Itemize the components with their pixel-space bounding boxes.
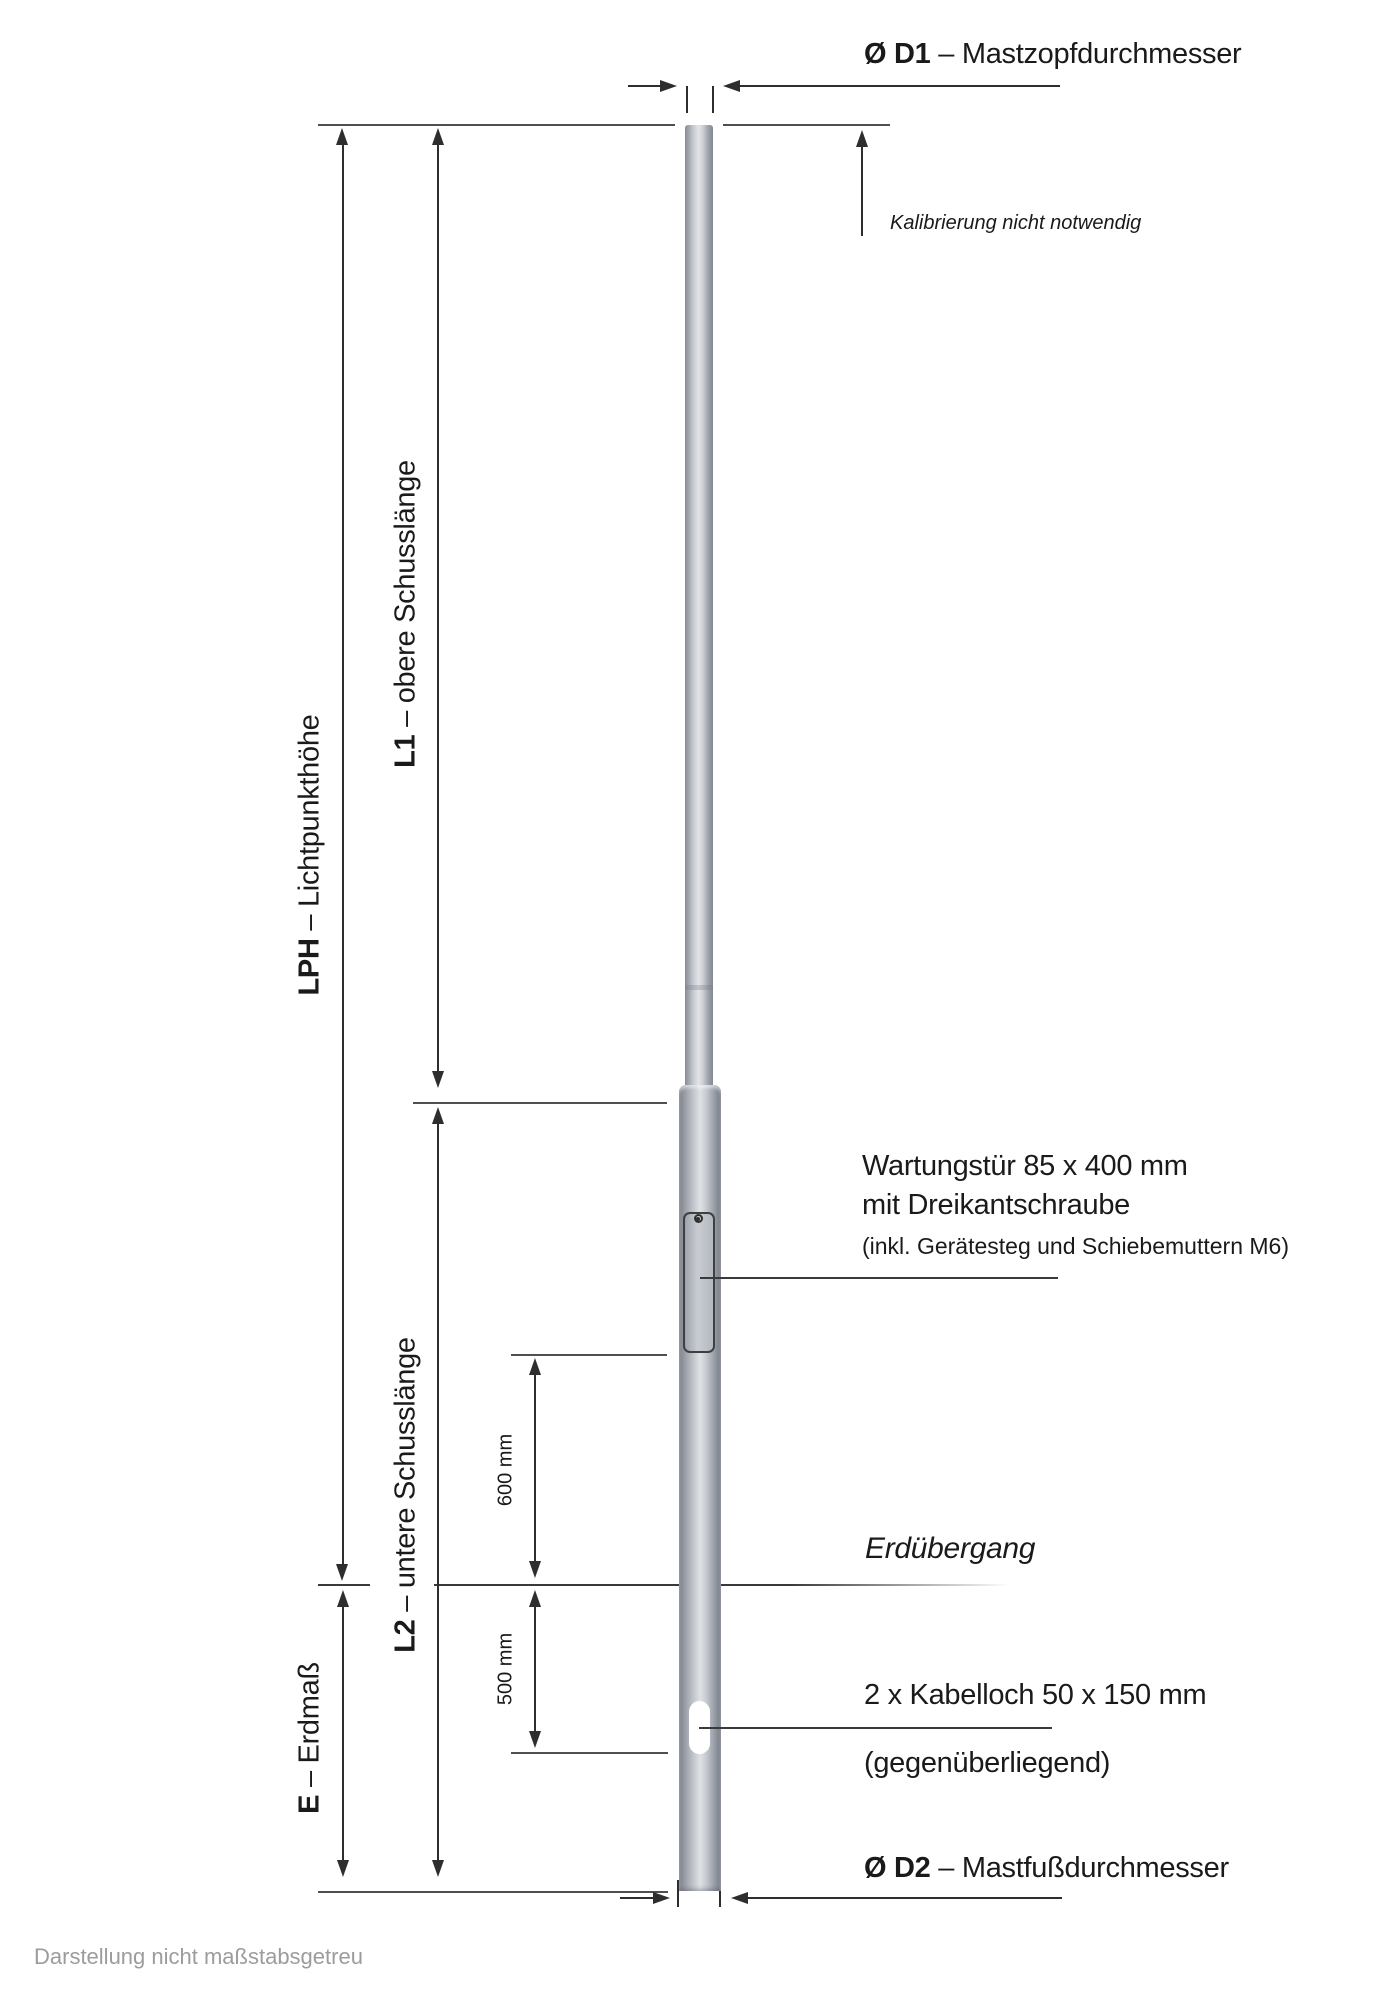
dim500-dimension-line <box>534 1606 536 1732</box>
l2-label-text: – untere Schusslänge <box>389 1337 422 1620</box>
door-bottom-extension-line <box>511 1354 667 1356</box>
d2-title <box>864 1852 1229 1885</box>
l2-arrowhead-top <box>432 1107 444 1124</box>
d2-arrow-left-line <box>620 1897 655 1899</box>
l2-label-code: L2 <box>389 1619 422 1653</box>
maintenance-door-leader-line <box>700 1277 1058 1279</box>
mast-upper-section <box>685 125 713 1085</box>
dim500-arrowhead-top <box>529 1590 541 1607</box>
lph-label-code: LPH <box>293 938 326 996</box>
maintenance-door <box>683 1212 715 1353</box>
l1-arrowhead-bottom <box>432 1071 444 1088</box>
d1-arrowhead-right <box>723 80 740 92</box>
wartungstuer-note-line3: (inkl. Gerätesteg und Schiebemuttern M6) <box>862 1233 1289 1259</box>
joint-extension-line <box>413 1102 667 1104</box>
kabelloch-note-line1: 2 x Kabelloch 50 x 150 mm <box>864 1679 1207 1711</box>
e-arrowhead-bottom <box>337 1860 349 1877</box>
lph-label <box>294 715 327 996</box>
l1-dimension-line <box>437 143 439 1072</box>
d2-title-text: – Mastfußdurchmesser <box>930 1852 1229 1884</box>
d2-arrowhead-left <box>653 1892 670 1904</box>
d2-title-code: Ø D2 <box>864 1852 931 1884</box>
erduebergang-label: Erdübergang <box>865 1532 1036 1565</box>
kabelloch-note-line2: (gegenüberliegend) <box>864 1747 1111 1779</box>
l1-label-code: L1 <box>389 734 422 768</box>
l1-label <box>390 460 423 768</box>
e-label-code: E <box>293 1794 326 1814</box>
kalibrierung-arrow-line <box>861 146 863 236</box>
d1-title-text: – Mastzopfdurchmesser <box>930 38 1242 70</box>
cable-hole-extension-line <box>511 1752 668 1754</box>
cable-hole-leader-line <box>699 1727 1052 1729</box>
e-label-text: – Erdmaß <box>293 1662 326 1795</box>
kalibrierung-arrowhead <box>856 130 868 147</box>
d1-title-code: Ø D1 <box>864 38 931 70</box>
l2-dimension-line <box>437 1123 439 1861</box>
l2-label <box>390 1337 423 1653</box>
l1-label-text: – obere Schusslänge <box>389 460 422 735</box>
wartungstuer-note-line1: Wartungstür 85 x 400 mm <box>862 1150 1188 1182</box>
e-label <box>294 1662 327 1814</box>
lph-label-text: – Lichtpunkthöhe <box>293 714 326 939</box>
d1-arrowhead-left <box>660 80 677 92</box>
d1-tick-left <box>686 86 688 113</box>
d2-arrowhead-right <box>731 1892 748 1904</box>
dim600-label: 600 mm <box>494 1433 517 1507</box>
d2-arrow-right-line <box>748 1897 1062 1899</box>
lph-dimension-line <box>342 143 344 1565</box>
triangular-screw-icon <box>694 1214 703 1223</box>
ground-line-left-stub <box>318 1584 370 1586</box>
lph-arrowhead-bottom <box>336 1564 348 1581</box>
scale-disclaimer: Darstellung nicht maßstabsgetreu <box>34 1944 363 1969</box>
e-arrowhead-top <box>337 1590 349 1607</box>
dim600-arrowhead-top <box>529 1358 541 1375</box>
dim500-label: 500 mm <box>494 1632 517 1706</box>
top-extension-line-right <box>723 124 890 126</box>
dim600-arrowhead-bottom <box>529 1561 541 1578</box>
top-extension-line-left <box>318 124 675 126</box>
dim600-dimension-line <box>534 1374 536 1562</box>
mast-lower-section <box>679 1085 721 1891</box>
d1-title <box>864 38 1241 71</box>
mast-weld-seam <box>685 985 713 990</box>
l2-arrowhead-bottom <box>432 1860 444 1877</box>
ground-transition-line <box>434 1584 1010 1586</box>
dim500-arrowhead-bottom <box>529 1731 541 1748</box>
wartungstuer-note-line2: mit Dreikantschraube <box>862 1189 1130 1221</box>
d1-arrow-left-line <box>628 85 662 87</box>
e-dimension-line <box>342 1606 344 1861</box>
d1-tick-right <box>712 86 714 113</box>
kalibrierung-note: Kalibrierung nicht notwendig <box>890 212 1142 234</box>
bottom-extension-line <box>318 1891 668 1893</box>
d1-arrow-right-line <box>740 85 1060 87</box>
